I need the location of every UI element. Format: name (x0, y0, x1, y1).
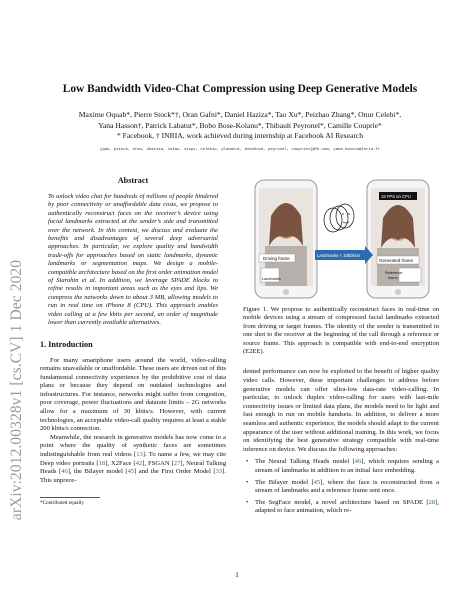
left-column (40, 176, 226, 506)
footnote: *Contributed equally (40, 500, 84, 507)
bandwidth-arrow (315, 246, 373, 264)
figure-caption: Figure 1. We propose to authentically reconstruct faces in real-time on mobile devices using a stream of compressed facial landmarks extracted from driving or target frames. The identity of the sender is transmitted in one shot to the receiver at the beginning of the call through a reference or source frame. This approach is compatible with end-to-end encryption (E2EE). (243, 306, 439, 356)
arxiv-identifier-text: arXiv:2012.00328v1 [cs.CV] 1 Dec 2020 (8, 259, 25, 521)
abstract-text: To unlock video chat for hundreds of millions of people hindered by poor connectivity or unaffordable data costs, we propose to authentically reconstruct faces on the receiver’s device using facial landmarks extracted at the sender’s side and transmitted over the network. In this context, we discuss and evaluate the benefits and disadvantages of several deep adversarial approaches. In particular, we explore quality and bandwidth trade-offs for approaches based on static landmarks, dynamic landmarks or segmentation maps. We design a mobile-compatible architecture based on the first order animation model of Siarohin et al. In addition, we leverage SPADE blocks to refine results in important areas such as the eyes and lips. We compress the networks down to about 3 MB, allowing models to run in real time on iPhone 8 (CPU). This approach enables video calling at a few kbits per second, an order of magnitude lower than currently available alternatives. (48, 193, 218, 327)
arxiv-identifier (6, 190, 28, 590)
citation-link[interactable]: 33 (215, 468, 223, 476)
reference-frame-label-2: frame (388, 276, 398, 280)
citation-link[interactable]: 46 (354, 458, 362, 466)
authors-line-1: Maxime Oquab*, Pierre Stock*†, Oran Gafni*, Daniel Haziza*, Tao Xu*, Peizhao Zhang*, Onur Celebi*, (78, 110, 402, 119)
citation-link[interactable]: 27 (173, 459, 181, 467)
figure-1 (243, 176, 439, 376)
landmark-stream-icon (324, 204, 354, 232)
footnote-rule (40, 497, 100, 498)
intro-paragraph-1: For many smartphone users around the world, video-calling remains unavailable or unaffordable. These users are driven out of this fundamental connectivity experience by the prohibitive cost of data plans or because they depend on outdated technologies and infrastructures. For instance, networks might suffer from congestion, poor coverage, power fluctuations and datarate limits – 2G networks allow for a maximum of 30 kbits/s. However, with current technologies, an acceptable video-call quality requires at least a stable 200 kbits/s connection. (40, 356, 226, 433)
intro-paragraph-2: Meanwhile, the research in generative models has now come to a point where the quality of synthetic faces are sometimes indistinguishable from real videos [13]. To name a few, we may cite Deep video portraits [18], X2Face [42], FSGAN [27], Neural Talking Heads [46], the Bilayer model [45] and the First Order Model [33]. This unprece- (40, 433, 227, 484)
citation-link[interactable]: 13 (136, 451, 143, 459)
figure-illustration (243, 176, 439, 376)
right-column (243, 176, 439, 519)
author-block (40, 110, 440, 142)
citation-link[interactable]: 18 (98, 459, 106, 467)
citation-link[interactable]: 45 (313, 478, 321, 486)
page-number: 1 (235, 571, 239, 579)
author-emails: {qas, pstock, oran, dhaziza, xutao, stzpz, celebio, plabatut, bobohose, peyronel, coupriec}@fb.com, yana.hasson@inria.fr (99, 148, 381, 152)
intro-heading: 1. Introduction (40, 339, 93, 349)
paper-title: Low Bandwidth Video-Chat Compression using Deep Generative Models (62, 83, 418, 95)
list-item: • The Neural Talking Heads model [46], which requires sending a stream of landmarks in addition to an initial face embedding. (243, 458, 439, 475)
generated-frame-label: Generated frame (379, 258, 414, 263)
approach-list (243, 458, 439, 516)
authors-line-2: Yana Hasson†, Patrick Labatut*, Bobo Bose-Kolanu*, Thibault Peyronel*, Camille Couprie* (98, 120, 382, 130)
abstract-heading: Abstract (117, 176, 149, 185)
affiliations: * Facebook, † INRIA, work achieved during internship at Facebook AI Research (116, 131, 364, 141)
list-item: • The SegFace model, a novel architecture based on SPADE [28], adapted to face animation, which re- (243, 499, 439, 516)
citation-link[interactable]: 42 (135, 459, 143, 467)
citation-link[interactable]: 28 (428, 498, 436, 506)
bandwidth-label: Landmarks < 10kbits/s (317, 253, 361, 258)
fps-label: 18 FPS on CPU (381, 194, 411, 199)
landmarks-label: Landmarks (262, 277, 281, 281)
list-item: • The Bilayer model [45], where the face is reconstructed from a stream of landmarks and a reference frame sent once. (243, 479, 439, 496)
reference-frame-label: Reference (385, 271, 403, 275)
right-paragraph-1: dented performance can now be exploited to the benefit of higher quality video calls. However, these important challenges to address before generative models can offer ultra-low data-rate video-calling. In particular, to unlock duplex video-calling for users with last-mile connectivity issues or limited data plans, the models need to be light and fast enough to run on mobile handsets. In addition, to deliver a more seamless and authentic experience, the models should adapt to the current appearance of the user without additional training. In this work, we focus on identifying the best generative strategy compatible with real-time inference on device. We discuss the following approaches: (243, 368, 439, 453)
driving-frame-label: Driving frame (263, 256, 290, 261)
citation-link[interactable]: 46 (61, 468, 68, 476)
citation-link[interactable]: 45 (127, 468, 135, 476)
